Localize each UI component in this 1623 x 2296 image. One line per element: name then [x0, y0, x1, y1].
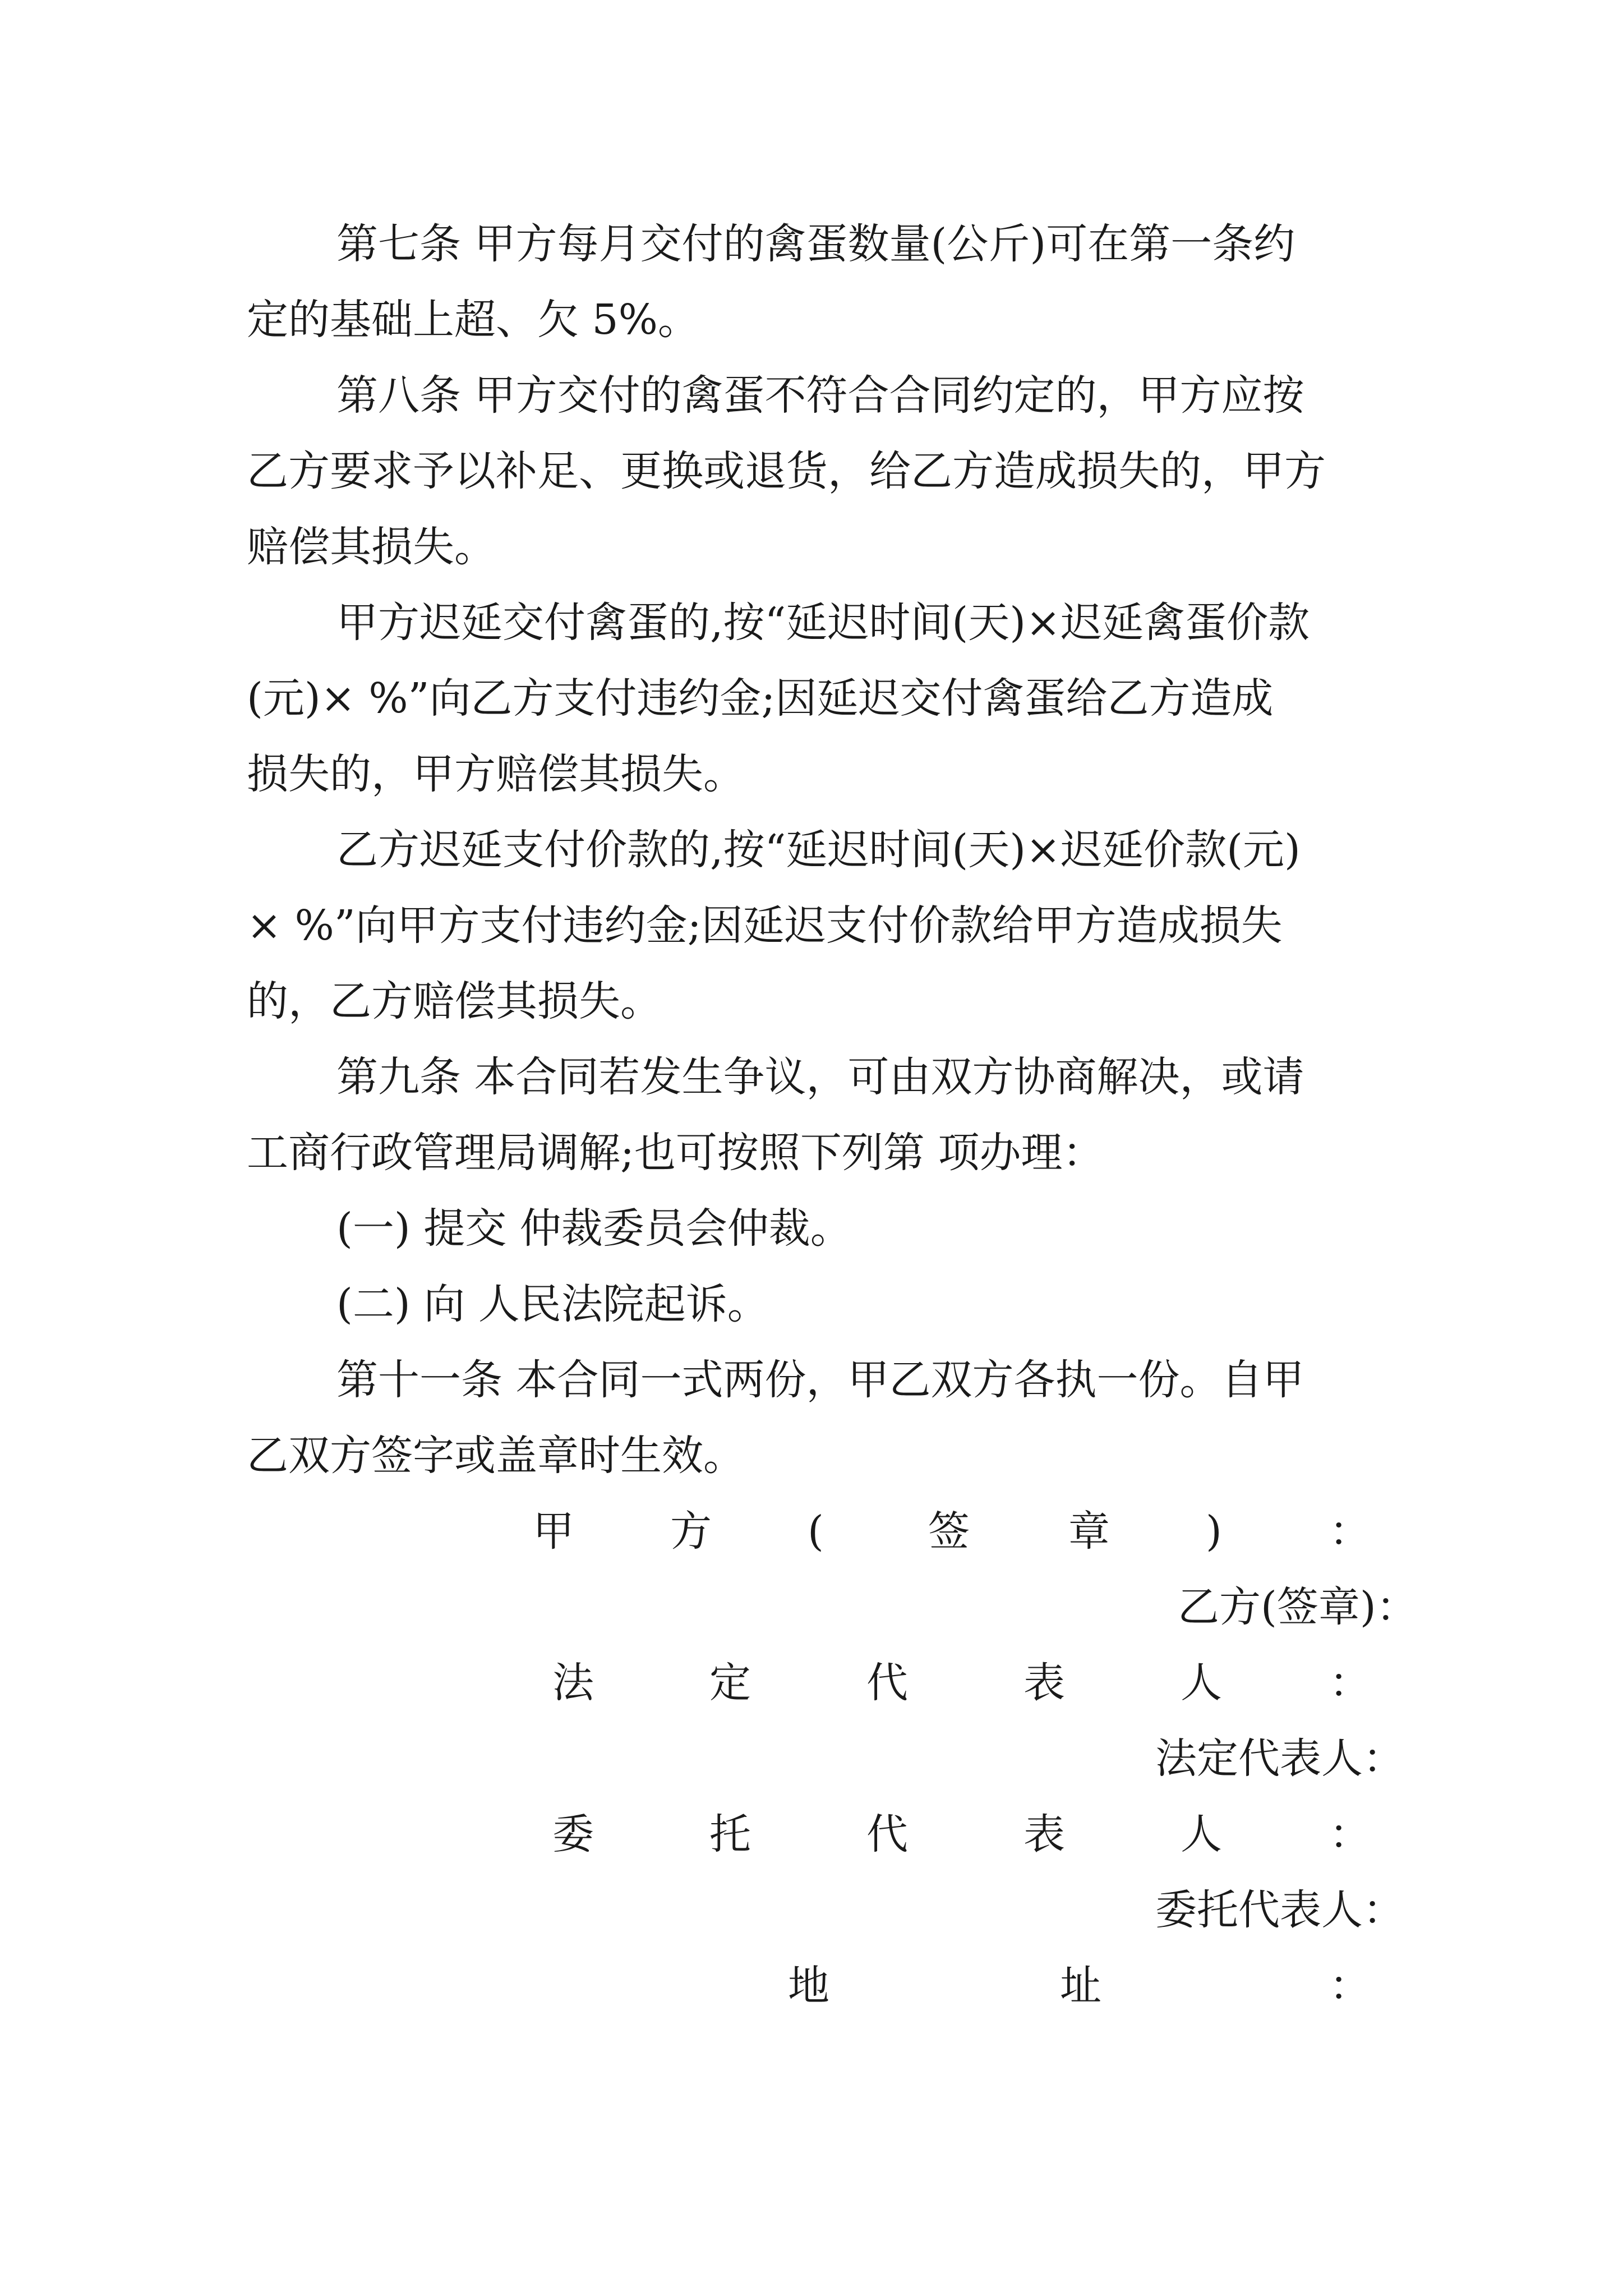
party-a-char: (	[808, 1507, 824, 1556]
agent-a-char: 人	[1181, 1810, 1222, 1858]
address-char: 址	[1060, 1962, 1101, 2010]
agent-a-line	[0, 1806, 1623, 1862]
party-a-delay-line-2: (元)× %”向乙方支付违约金;因延迟交付禽蛋给乙方造成	[247, 674, 1274, 723]
article-9-line-2: 工商行政管理局调解;也可按照下列第 项办理：	[247, 1129, 1104, 1177]
article-8-line-1: 第八条 甲方交付的禽蛋不符合合同约定的，甲方应按	[336, 371, 1304, 420]
agent-a-char: 代	[866, 1810, 908, 1858]
party-a-char: 章	[1068, 1507, 1110, 1556]
agent-b-line: 委托代表人：	[1155, 1886, 1404, 1934]
option-1-line: (一) 提交 仲裁委员会仲裁。	[336, 1204, 852, 1253]
article-9-line-1: 第九条 本合同若发生争议，可由双方协商解决，或请	[336, 1053, 1304, 1101]
article-7-line-1: 第七条 甲方每月交付的禽蛋数量(公斤)可在第一条约	[336, 220, 1295, 268]
article-11-line-1: 第十一条 本合同一式两份，甲乙双方各执一份。自甲	[336, 1356, 1304, 1404]
party-b-delay-line-2: × %”向甲方支付违约金;因延迟支付价款给甲方造成损失	[247, 901, 1283, 950]
article-8-line-2: 乙方要求予以补足、更换或退货，给乙方造成损失的，甲方	[247, 447, 1326, 495]
party-a-char: 甲	[533, 1507, 574, 1556]
agent-a-char: 托	[709, 1810, 751, 1858]
legal-rep-a-char: 定	[709, 1659, 751, 1707]
agent-a-char: ：	[1329, 1810, 1371, 1858]
party-b-delay-line-3: 的，乙方赔偿其损失。	[247, 977, 662, 1025]
agent-a-char: 表	[1023, 1810, 1065, 1858]
address-line	[0, 1958, 1623, 2014]
legal-rep-a-char: 法	[552, 1659, 594, 1707]
article-7-line-2: 定的基础上超、欠 5%。	[247, 296, 699, 344]
party-b-delay-line-1: 乙方迟延支付价款的,按“延迟时间(天)×迟延价款(元)	[336, 826, 1301, 874]
agent-a-char: 委	[552, 1810, 594, 1858]
legal-rep-a-char: ：	[1329, 1659, 1371, 1707]
party-a-char: 签	[928, 1507, 970, 1556]
option-2-line: (二) 向 人民法院起诉。	[336, 1280, 769, 1328]
party-a-char: ：	[1329, 1507, 1371, 1556]
party-a-delay-line-3: 损失的，甲方赔偿其损失。	[247, 750, 745, 798]
legal-rep-a-line	[0, 1655, 1623, 1711]
party-a-delay-line-1: 甲方迟延交付禽蛋的,按“延迟时间(天)×迟延禽蛋价款	[336, 599, 1310, 647]
address-char: ：	[1329, 1962, 1371, 2010]
article-11-line-2: 乙双方签字或盖章时生效。	[247, 1432, 745, 1480]
address-char: 地	[788, 1962, 829, 2010]
party-a-char: 方	[670, 1507, 712, 1556]
party-b-signature-line: 乙方(签章)：	[1178, 1583, 1418, 1631]
party-a-signature-line	[0, 1503, 1623, 1559]
legal-rep-a-char: 人	[1181, 1659, 1222, 1707]
legal-rep-a-char: 表	[1023, 1659, 1065, 1707]
article-8-line-3: 赔偿其损失。	[247, 523, 496, 571]
legal-rep-b-line: 法定代表人：	[1155, 1734, 1404, 1783]
legal-rep-a-char: 代	[866, 1659, 908, 1707]
party-a-char: )	[1206, 1507, 1222, 1556]
